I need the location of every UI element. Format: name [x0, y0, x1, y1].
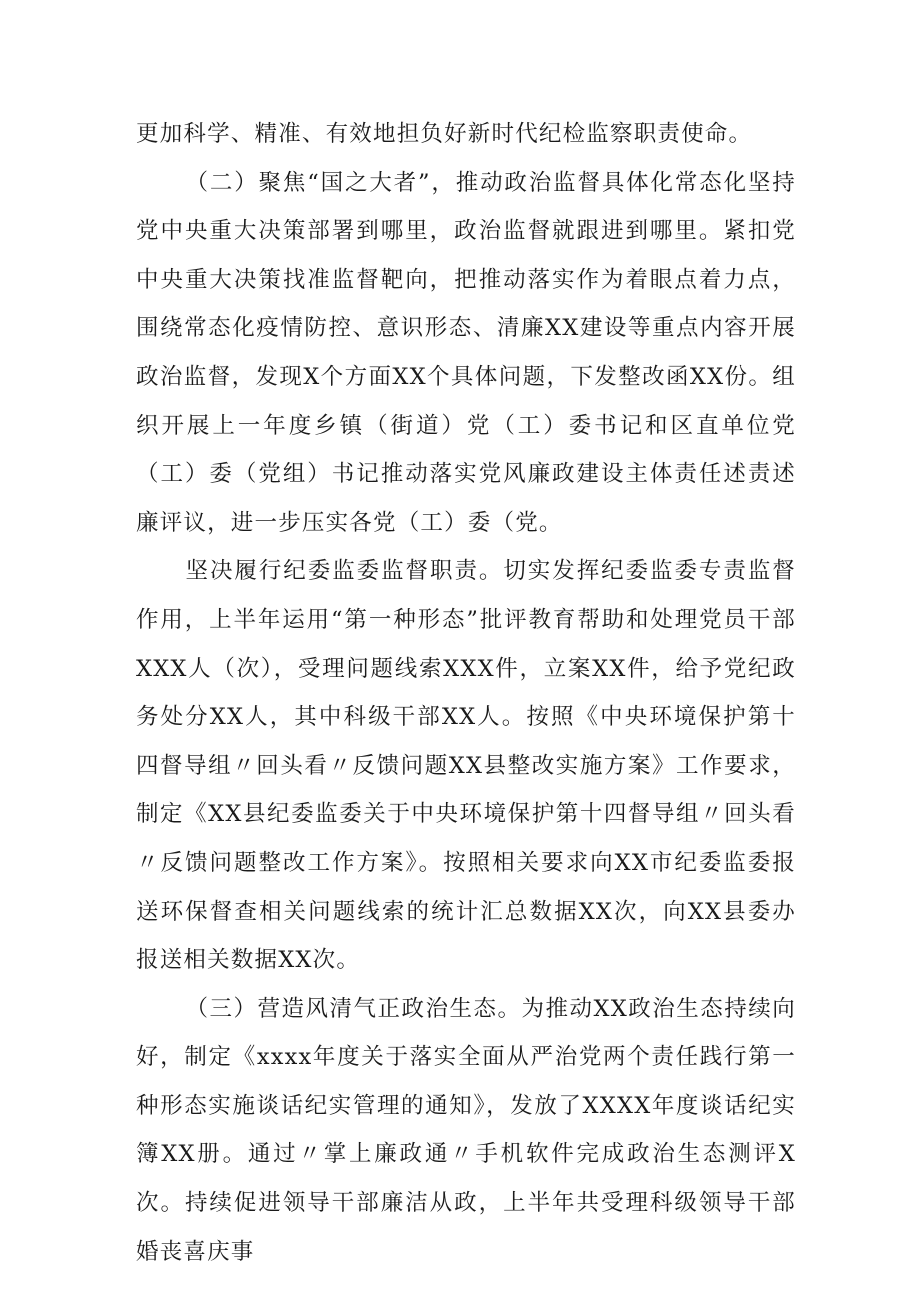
paragraph-political-ecology: （三）营造风清气正政治生态。为推动XX政治生态持续向好，制定《xxxx年度关于落实全面从严治党两个责任践行第一种形态实施谈话纪实管理的通知》，发放了XXXX年度谈话纪实簿XX册。通过〃掌上廉政通〃手机软件完成政治生态测评X次。持续促进领导干部廉洁从政，上半年共受理科级领导干部婚丧喜庆事 — [136, 995, 796, 1265]
paragraph-supervision-duties: 坚决履行纪委监委监督职责。切实发挥纪委监委专责监督作用，上半年运用“第一种形态”批评教育帮助和处理党员干部XXX人（次），受理问题线索XXX件，立案XX件，给予党纪政务处分XX人，其中科级干部XX人。按照《中央环境保护第十四督导组〃回头看〃反馈问题XX县整改实施方案》工作要求，制定《XX县纪委监委关于中央环境保护第十四督导组〃回头看〃反馈问题整改工作方案》。按照相关要求向XX市纪委监委报送环保督查相关问题线索的统计汇总数据XX次，向XX县委办报送相关数据XX次。 — [136, 558, 796, 974]
paragraph-political-supervision: （二）聚焦“国之大者”，推动政治监督具体化常态化坚持党中央重大决策部署到哪里，政治监督就跟进到哪里。紧扣党中央重大决策找准监督靶向，把推动落实作为着眼点着力点，围绕常态化疫情防控、意识形态、清廉XX建设等重点内容开展政治监督，发现X个方面XX个具体问题，下发整改函XX份。组织开展上一年度乡镇（街道）党（工）委书记和区直单位党（工）委（党组）书记推动落实党风廉政建设主体责任述责述廉评议，进一步压实各党（工）委（党。 — [136, 169, 796, 536]
document-body — [136, 110, 796, 1276]
paragraph-continuation: 更加科学、精准、有效地担负好新时代纪检监察职责使命。 — [136, 121, 753, 147]
